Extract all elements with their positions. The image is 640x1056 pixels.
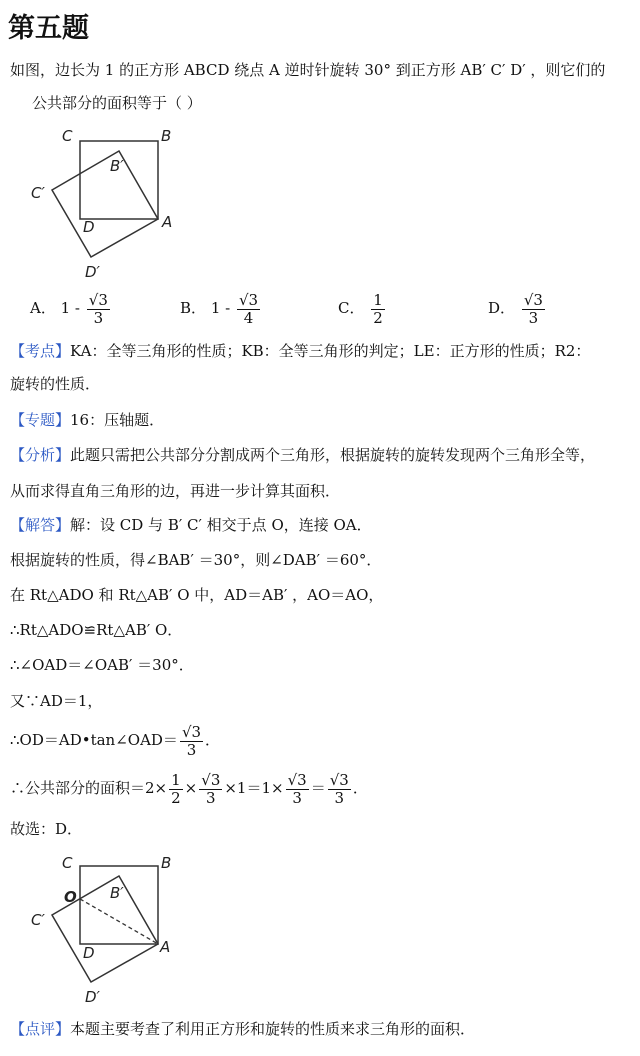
jieda-tag: 【解答】 <box>10 516 71 534</box>
option-c: C． $\frac{1}{2}$ <box>338 290 383 327</box>
option-b: B． 1 - $\frac{√3}{4}$ <box>180 290 259 327</box>
jieda-line-2: 根据旋转的性质，得∠BAB′ ＝30°，则∠DAB′ ＝60°． <box>10 551 382 569</box>
fenxi-line-2: 从而求得直角三角形的边，再进一步计算其面积． <box>10 482 341 500</box>
question-line-2: 公共部分的面积等于（ ） <box>32 94 202 112</box>
jieda-line-4: ∴Rt△ADO≌Rt△AB′ O． <box>10 621 183 639</box>
jieda-line-1: 【解答】解：设 CD 与 B′ C′ 相交于点 O，连接 OA． <box>10 516 372 534</box>
label-O: O <box>64 888 77 906</box>
label-B: B <box>161 127 172 145</box>
jieda-line-5: ∴∠OAD＝∠OAB′ ＝30°． <box>10 656 194 674</box>
label-D: D <box>83 944 95 962</box>
kaodian-line-2: 旋转的性质． <box>10 375 101 393</box>
dianping-tag: 【点评】 <box>10 1020 71 1038</box>
label-C: C <box>62 854 73 872</box>
jieda-line-3: 在 Rt△ADO 和 Rt△AB′ O 中，AD＝AB′ ，AO＝AO， <box>10 586 384 604</box>
fenxi-line-1: 【分析】此题只需把公共部分分割成两个三角形，根据旋转的旋转发现两个三角形全等， <box>10 446 596 464</box>
dianping-line: 【点评】本题主要考查了利用正方形和旋转的性质来求三角形的面积． <box>10 1020 476 1038</box>
label-C-prime: C′ <box>31 184 45 202</box>
label-C: C <box>62 127 73 145</box>
figure-solution <box>28 850 188 1010</box>
jieda-line-9: 故选：D． <box>10 820 83 838</box>
jieda-line-6: 又∵AD＝1， <box>10 692 103 710</box>
jieda-line-7: ∴OD＝AD•tan∠OAD＝ $\frac{√3}{3}$ ． <box>10 722 221 759</box>
label-B-prime: B′ <box>110 157 124 175</box>
kaodian-line-1: 【考点】KA：全等三角形的性质；KB：全等三角形的判定；LE：正方形的性质；R2： <box>10 342 591 360</box>
label-D-prime: D′ <box>85 263 100 281</box>
label-A: A <box>162 213 173 231</box>
kaodian-tag: 【考点】 <box>10 342 71 360</box>
question-line-1: 如图，边长为 1 的正方形 ABCD 绕点 A 逆时针旋转 30° 到正方形 AB′ C′ D′ ，则它们的 <box>10 61 606 79</box>
label-D: D <box>83 218 95 236</box>
label-D-prime: D′ <box>85 988 100 1006</box>
label-B-prime: B′ <box>110 884 124 902</box>
option-a: A． 1 - $\frac{√3}{3}$ <box>30 290 108 327</box>
figure-rotated-squares <box>28 125 188 285</box>
option-d: D． $\frac{√3}{3}$ <box>488 290 543 327</box>
label-C-prime: C′ <box>31 911 45 929</box>
zhuanti-tag: 【专题】 <box>10 411 71 429</box>
label-A: A <box>160 938 171 956</box>
label-B: B <box>161 854 172 872</box>
problem-title: 第五题 <box>8 13 89 44</box>
jieda-line-8: ∴公共部分的面积＝2× $\frac{1}{2}$ × $\frac{√3}{3}$ ×1＝1× $\frac{√3}{3}$ ＝ $\frac{√3}{3}$ ． <box>10 770 368 807</box>
fenxi-tag: 【分析】 <box>10 446 71 464</box>
zhuanti-line: 【专题】16：压轴题． <box>10 411 165 429</box>
